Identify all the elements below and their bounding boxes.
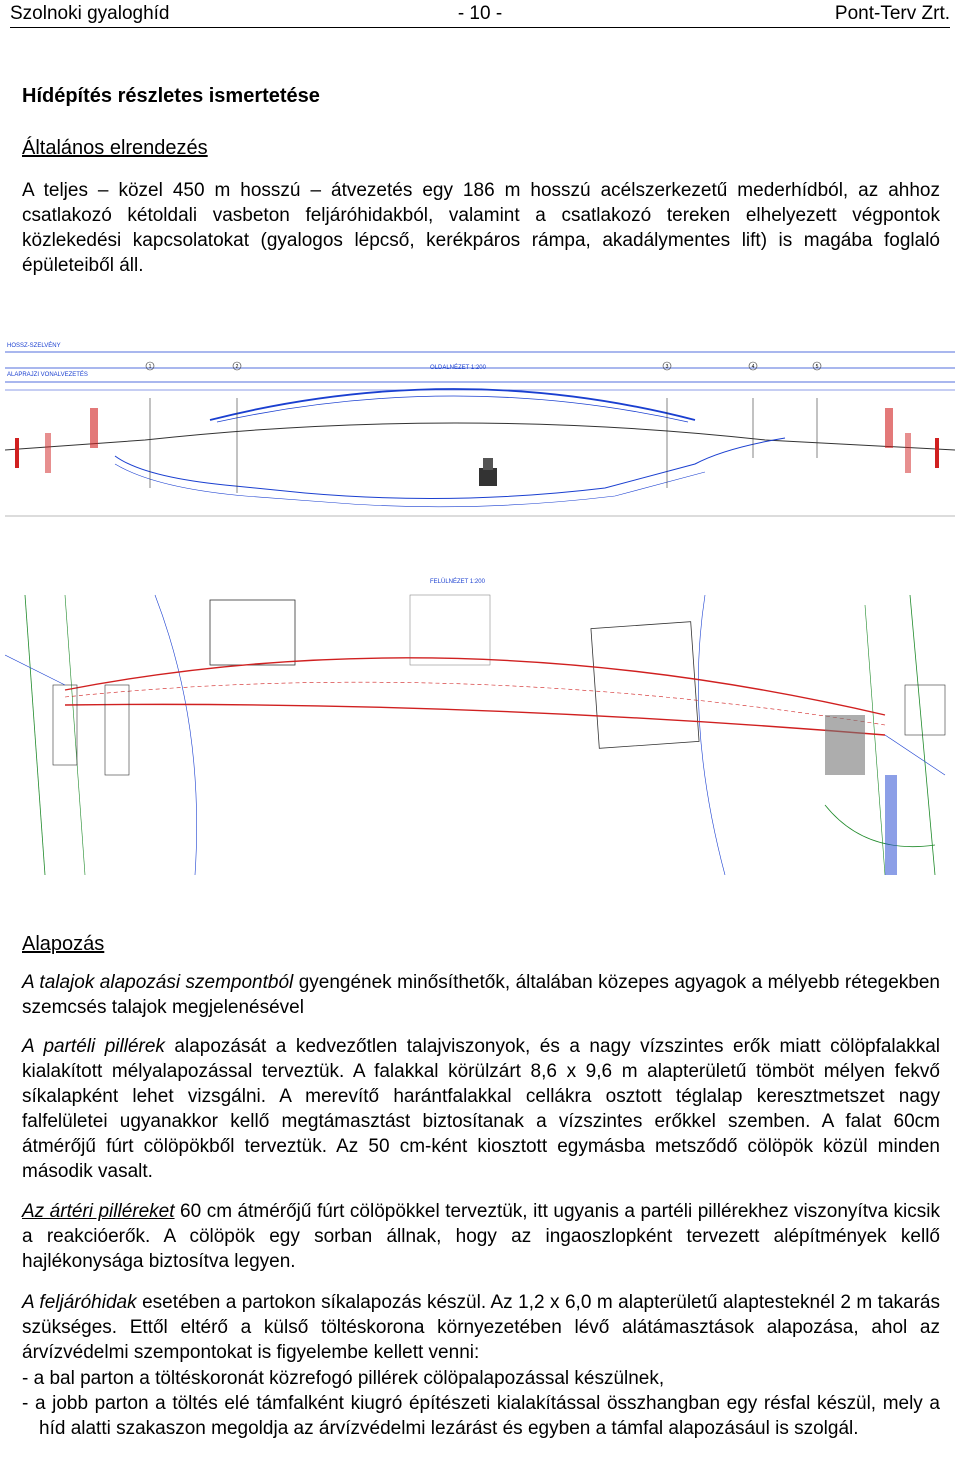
p1-text: gyengének minősíthetők, általában közepes agyagok a mélyebb rétegekben szemcsés talajok megjelenésével bbox=[22, 972, 940, 1018]
p4-lead: A feljáróhidak bbox=[22, 1292, 137, 1313]
foundation-p4 bbox=[22, 1290, 940, 1365]
page-number: - 10 - bbox=[457, 3, 503, 24]
p4-text: esetében a partokon síkalapozás készül. Az 1,2 x 6,0 m alapterületű alaptesteknél 2 m takarás szükséges. Ettől eltérő a külső töltéskorona környezetében lévő alátámasztások alapozása, ahol az árvízvédelmi szempontokat is figyelembe kellett venni: bbox=[22, 1292, 940, 1363]
foundation-list bbox=[22, 1366, 940, 1441]
foundation-p1 bbox=[22, 970, 940, 1020]
list-item: - a bal parton a töltéskoronát közrefogó pillérek cölöpalapozással készülnek, bbox=[22, 1368, 665, 1389]
foundation-heading: Alapozás bbox=[22, 933, 105, 955]
p2-lead: A partéli pillérek bbox=[22, 1036, 165, 1057]
general-heading: Általános elrendezés bbox=[22, 137, 208, 159]
p2-text: alapozását a kedvezőtlen talajviszonyok, és a nagy vízszintes erők miatt cölöpfalakkal kialakított mélyalapozással terveztük. A falakkal körülzárt 8,6 x 9,6 m alapterületű tömböt mélyen fekvő síkalapként lehet vizsgálni. A merevítő harántfalakkal cellákra osztott téglalap keresztmetszet nagy falfelületei ugyanakkor kellő megtámasztást biztosítanak a vízszintes erőkkel szemben. A falat 60cm átmérőjű fúrt cölöpökből terveztük. Az 50 cm-ként kiosztott egymásba metsződő cölöpök közül minden második vasalt. bbox=[22, 1036, 941, 1182]
label-oldalnezet: OLDALNÉZET 1:200 bbox=[430, 365, 486, 371]
header-left: Szolnoki gyaloghíd bbox=[10, 3, 170, 24]
plan-drawing bbox=[5, 575, 955, 875]
page-header bbox=[10, 3, 950, 27]
pier-number: 4 bbox=[751, 364, 755, 370]
section-title: Hídépítés részletes ismertetése bbox=[22, 85, 320, 107]
pier-number: 5 bbox=[815, 364, 819, 370]
pier-number: 2 bbox=[235, 364, 239, 370]
foundation-p3 bbox=[22, 1199, 940, 1274]
list-item: - a jobb parton a töltés elé támfalként kiugró építészeti kialakítással összhangban egy résfal készül, mely a híd alatti szakaszon megoldja az árvízvédelmi lezárást és egyben a támfal alapozásául is szolgál. bbox=[22, 1393, 940, 1439]
general-text: A teljes – közel 450 m hosszú – átvezetés egy 186 m hosszú acélszerkezetű mederhídból, az ahhoz csatlakozó kétoldali vasbeton feljáróhidakból, valamint a csatlakozó tereken elhelyezett végpontok közlekedési kapcsolatokat (gyalogos lépcső, kerékpáros rámpa, akadálymentes lift) is magába foglaló épületeiből áll. bbox=[22, 180, 940, 276]
pier-number: 3 bbox=[665, 364, 669, 370]
p3-text: 60 cm átmérőjű fúrt cölöpökkel terveztük, itt ugyanis a partéli pillérekhez viszonyítva kicsik a reakcióerők. A cölöpök egy sorban állnak, hogy az ingaoszlopként tervezett alépítmények kellő hajlékonysága biztosítva legyen. bbox=[22, 1201, 940, 1272]
p1-lead: A talajok alapozási szempontból bbox=[22, 972, 294, 993]
pier-number: 1 bbox=[148, 364, 152, 370]
label-alaprajzi: ALAPRAJZI VONALVEZETÉS bbox=[7, 372, 88, 378]
general-paragraph bbox=[22, 178, 940, 278]
header-rule bbox=[10, 27, 950, 28]
label-hossz: HOSSZ-SZELVÉNY bbox=[7, 343, 61, 349]
label-felulnezet: FELÜLNÉZET 1:200 bbox=[430, 579, 485, 585]
p3-lead: Az ártéri pilléreket bbox=[22, 1201, 175, 1222]
foundation-p2 bbox=[22, 1034, 940, 1184]
elevation-drawing bbox=[5, 338, 955, 520]
header-right: Pont-Terv Zrt. bbox=[834, 3, 950, 24]
